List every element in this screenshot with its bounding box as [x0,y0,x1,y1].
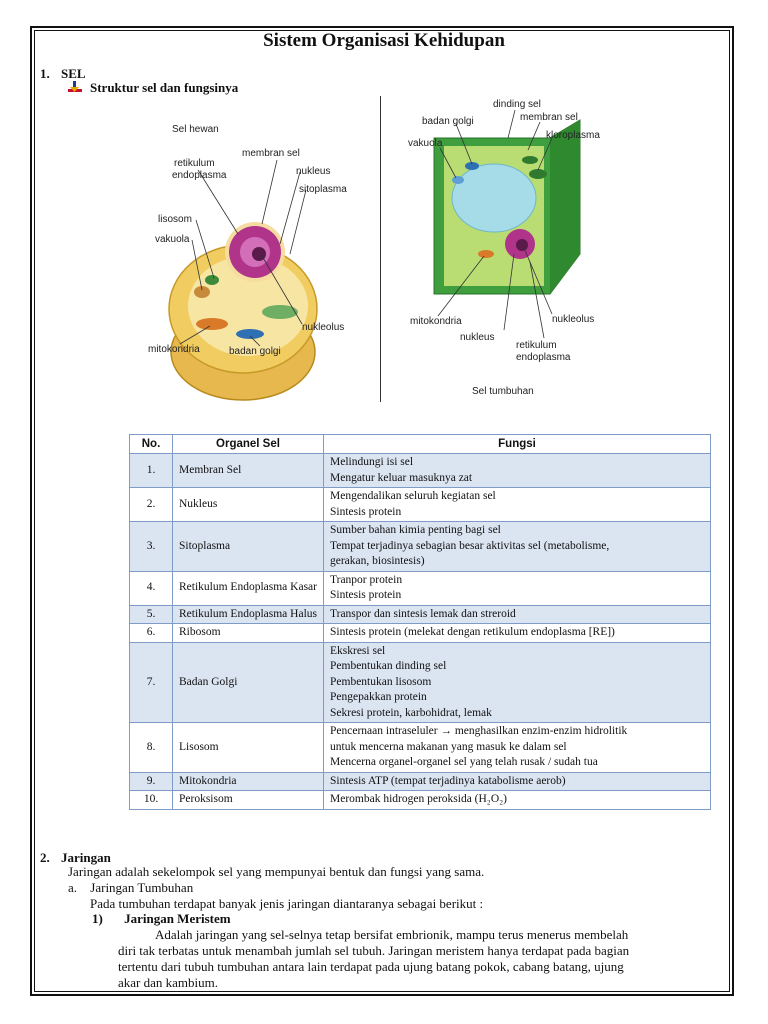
section-2-label: Jaringan [61,850,111,865]
item-1-marker: 1) [92,911,103,926]
fungsi-line: gerakan, biosintesis) [330,555,425,567]
plant-label-retikulum: retikulum [516,340,557,351]
item-1-line-2: diri tak terbatas untuk menambah jumlah sel tubuh. Jaringan meristem hanya terdapat pada bagian [118,943,630,958]
row-fungsi [324,723,711,773]
sub-a-heading [68,880,193,896]
item-1-heading [92,911,231,927]
fungsi-line: Tempat terjadinya sebagian besar aktivitas sel (metabolisme, [330,539,610,552]
animal-label-sitoplasma: sitoplasma [299,184,347,195]
plant-vacuole [452,164,536,232]
row-number: 1. [130,454,173,488]
fungsi-line: Pengepakkan protein [330,691,427,703]
animal-golgi [236,329,264,339]
animal-label-retikulum: retikulum [174,158,215,169]
subheading-text: Struktur sel dan fungsinya [90,80,239,95]
animal-label-lisosom: lisosom [158,214,192,225]
animal-er [262,305,298,319]
fungsi-line: Pembentukan dinding sel [330,660,447,672]
fungsi-line: Mengendalikan seluruh kegiatan sel [330,490,496,502]
fungsi-line: Sintesis ATP (tempat terjadinya katabolisme aerob) [330,774,566,787]
section-1-label: SEL [61,66,86,81]
plant-chloroplast [529,169,547,179]
row-fungsi [324,772,711,791]
animal-label-membran-sel: membran sel [242,148,300,159]
fungsi-line: Tranpor protein [330,573,403,586]
plant-nucleolus [516,239,528,251]
row-fungsi [324,791,711,810]
row-fungsi [324,571,711,605]
fungsi-line: Sekresi protein, karbohidrat, lemak [330,706,492,719]
fungsi-line: Mengatur keluar masuknya zat [330,471,473,484]
table-row [130,605,711,624]
row-number: 7. [130,642,173,723]
plant-label-badan-golgi: badan golgi [422,116,474,127]
row-organel: Peroksisom [173,791,324,810]
animal-label-nukleolus: nukleolus [302,322,345,333]
arrow-bullet-icon [68,81,82,93]
plant-label-kloroplasma: kloroplasma [546,130,600,141]
animal-cell-title: Sel hewan [172,124,219,135]
sub-a-marker: a. [68,880,78,895]
item-1-line-1: Adalah jaringan yang sel-selnya tetap bersifat embrionik, mampu terus menerus membelah [155,927,629,942]
fungsi-line: Pencernaan intraseluler → menghasilkan enzim-enzim hidrolitik [330,725,628,737]
table-row [130,624,711,643]
sub-a-text: Pada tumbuhan terdapat banyak jenis jaringan diantaranya sebagai berikut : [90,896,484,911]
row-number: 4. [130,571,173,605]
fungsi-line: Sintesis protein [330,505,402,518]
animal-label-endoplasma: endoplasma [172,170,227,181]
animal-vacuole [194,286,210,298]
row-organel: Lisosom [173,723,324,773]
fungsi-line: Sintesis protein [330,589,402,601]
figure-divider [380,96,381,402]
row-organel: Retikulum Endoplasma Kasar [173,571,324,605]
fungsi-line: Sumber bahan kimia penting bagi sel [330,524,501,536]
row-fungsi [324,488,711,522]
plant-label-dinding-sel: dinding sel [493,99,541,110]
animal-lysosome [205,275,219,285]
row-organel: Mitokondria [173,772,324,791]
row-fungsi [324,624,711,643]
animal-mitochondria [196,318,228,330]
fungsi-line: Melindungi isi sel [330,456,414,468]
section-2-intro: Jaringan adalah sekelompok sel yang mempunyai bentuk dan fungsi yang sama. [68,864,485,879]
table-row [130,772,711,791]
fungsi-line: Ekskresi sel [330,644,386,657]
plant-label-vakuola: vakuola [408,138,443,149]
fungsi-line: Transpor dan sintesis lemak dan streroid [330,607,516,620]
section-1-number: 1. [40,66,50,81]
row-fungsi [324,522,711,572]
plant-cell-side [550,120,580,294]
fungsi-line: Sintesis protein (melekat dengan retikulum endoplasma [RE]) [330,626,615,638]
plant-mitochondria [478,250,494,258]
row-number: 10. [130,791,173,810]
row-fungsi [324,642,711,723]
row-number: 9. [130,772,173,791]
cell-figures [130,94,640,404]
plant-vacuole-small [452,176,464,184]
item-1-line-4: akar dan kambium. [118,975,218,990]
page-title: Sistem Organisasi Kehidupan [263,30,505,51]
organel-table [129,434,711,810]
table-row [130,488,711,522]
row-number: 3. [130,522,173,572]
row-fungsi [324,605,711,624]
row-number: 2. [130,488,173,522]
fungsi-line: Mencerna organel-organel sel yang telah rusak / sudah tua [330,756,598,768]
table-row [130,791,711,810]
animal-label-nukleus: nukleus [296,166,331,177]
row-organel: Nukleus [173,488,324,522]
plant-cell-title: Sel tumbuhan [472,386,534,397]
plant-chloroplast-2 [522,156,538,164]
row-organel: Sitoplasma [173,522,324,572]
header-fungsi: Fungsi [324,435,711,454]
fungsi-line: Merombak hidrogen peroksida (H₂O₂) [330,793,507,805]
row-number: 5. [130,605,173,624]
animal-label-vakuola: vakuola [155,234,190,245]
item-1-label: Jaringan Meristem [124,911,231,926]
table-row [130,454,711,488]
header-organel: Organel Sel [173,435,324,454]
row-organel: Retikulum Endoplasma Halus [173,605,324,624]
plant-cell-figure [400,94,640,404]
table-body [130,454,711,810]
row-organel: Badan Golgi [173,642,324,723]
header-no: No. [130,435,173,454]
plant-label-endoplasma: endoplasma [516,352,571,363]
table-row [130,642,711,723]
plant-label-mitokondria: mitokondria [410,316,462,327]
plant-label-membran-sel: membran sel [520,112,578,123]
plant-label-nukleolus: nukleolus [552,314,595,325]
row-fungsi [324,454,711,488]
row-organel: Membran Sel [173,454,324,488]
fungsi-line: Pembentukan lisosom [330,675,432,688]
section-2-number: 2. [40,850,50,865]
table-row [130,522,711,572]
animal-label-mitokondria: mitokondria [148,344,200,355]
plant-label-nukleus: nukleus [460,332,495,343]
item-1-line-3: tertentu dari tubuh tumbuhan antara lain terdapat pada ujung batang pokok, cabang batang, ujung [118,959,624,974]
row-organel: Ribosom [173,624,324,643]
table-header-row [130,435,711,454]
animal-cell-figure [130,94,370,404]
table-row [130,723,711,773]
sub-a-label: Jaringan Tumbuhan [90,880,194,895]
table-row [130,571,711,605]
row-number: 8. [130,723,173,773]
row-number: 6. [130,624,173,643]
animal-label-badan-golgi: badan golgi [229,346,281,357]
fungsi-line: untuk mencerna makanan yang masuk ke dalam sel [330,740,567,753]
